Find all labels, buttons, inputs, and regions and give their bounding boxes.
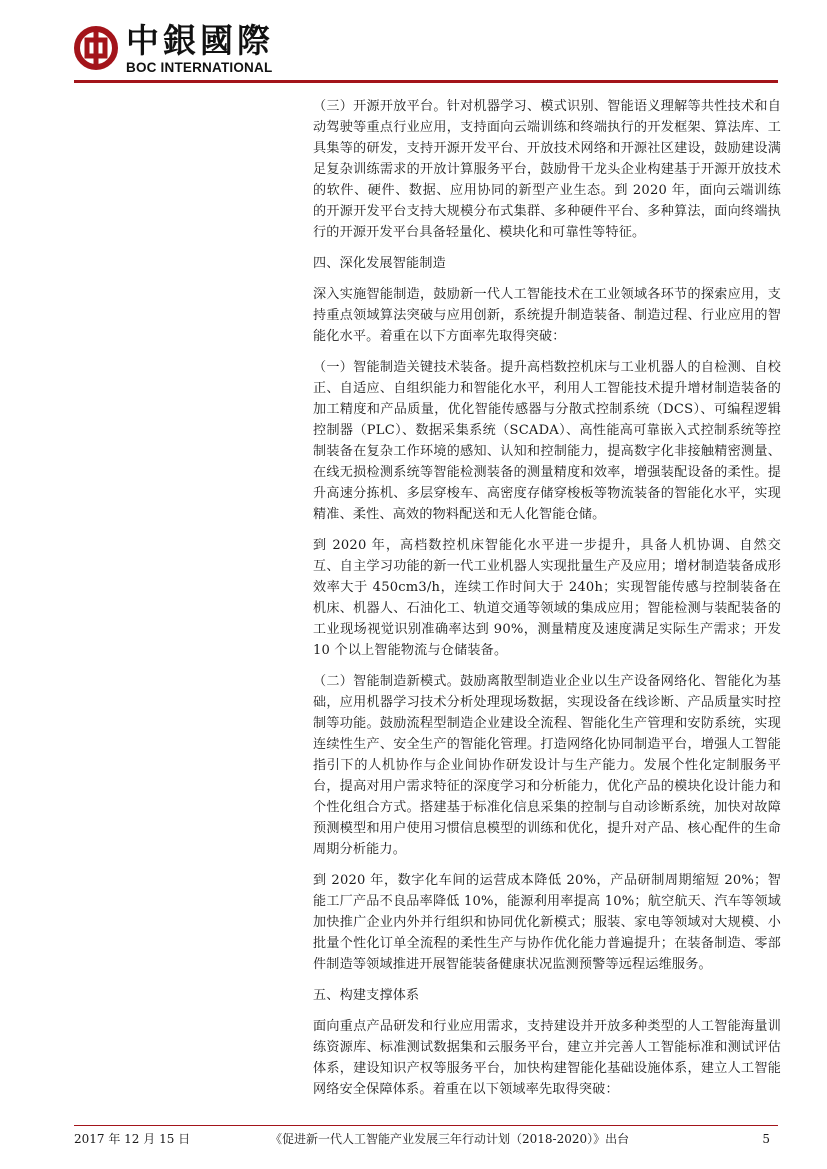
page-footer [74,1130,778,1148]
boc-logo-icon [74,26,118,70]
paragraph-smart-manufacturing-intro: 深入实施智能制造，鼓励新一代人工智能技术在工业领域各环节的探索应用，支持重点领域算法突破与应用创新，系统提升制造装备、制造过程、行业应用的智能化水平。着重在以下方面率先取得突破： [313,287,781,344]
logo-chinese-name: 中銀國際 [126,21,274,60]
page-header [74,20,314,80]
paragraph-support-system: 面向重点产品研发和行业应用需求，支持建设并开放多种类型的人工智能海量训练资源库、标准测试数据集和云服务平台，建立并完善人工智能标准和测试评估体系，建设知识产权等服务平台，加快构建智能化基础设施体系，建立人工智能网络安全保障体系。着重在以下领域率先取得突破： [313,1019,781,1097]
paragraph-new-models: （二）智能制造新模式。鼓励离散型制造业企业以生产设备网络化、智能化为基础，应用机器学习技术分析处理现场数据，实现设备在线诊断、产品质量实时控制等功能。鼓励流程型制造企业建设全流程、智能化生产管理和安防系统，实现连续性生产、安全生产的智能化管理。打造网络化协同制造平台，增强人工智能指引下的人机协作与企业间协作研发设计与生产能力。发展个性化定制服务平台，提高对用户需求特征的深度学习和分析能力，优化产品的模块化设计能力和个性化组合方式。搭建基于标准化信息采集的控制与自动诊断系统，加快对故障预测模型和用户使用习惯信息模型的训练和优化，提升对产品、核心配件的生命周期分析能力。 [313,674,781,857]
page-number: 5 [762,1132,770,1146]
section-heading-smart-manufacturing: 四、深化发展智能制造 [313,256,446,271]
paragraph-equipment-targets: 到 2020 年，高档数控机床智能化水平进一步提升，具备人机协调、自然交互、自主学习功能的新一代工业机器人实现批量生产及应用；增材制造装备成形效率大于 450cm3/h，连续工作时间大于 240h；实现智能传感与控制装备在机床、机器人、石油化工、轨道交通等领域的集成应用；智能检测与装配装备的工业现场视觉识别准确率达到 90%，测量精度及速度满足实际生产需求；开发 10 个以上智能物流与仓储装备。 [313,538,781,658]
paragraph-open-source-platform: （三）开源开放平台。针对机器学习、模式识别、智能语义理解等共性技术和自动驾驶等重点行业应用，支持面向云端训练和终端执行的开发框架、算法库、工具集等的研发，支持开源开发平台、开放技术网络和开源社区建设，鼓励建设满足复杂训练需求的开放计算服务平台，鼓励骨干龙头企业构建基于开源开放技术的软件、硬件、数据、应用协同的新型产业生态。到 2020 年，面向云端训练的开源开发平台支持大规模分布式集群、多种硬件平台、多种算法，面向终端执行的开源开发平台具备轻量化、模块化和可靠性等特征。 [313,99,781,240]
document-body [313,96,781,1110]
footer-divider [74,1125,778,1126]
paragraph-new-model-targets: 到 2020 年，数字化车间的运营成本降低 20%，产品研制周期缩短 20%；智能工厂产品不良品率降低 10%，能源利用率提高 10%；航空航天、汽车等领域加快推广企业内外并行组织和协同优化新模式；服装、家电等领域对大规模、小批量个性化订单全流程的柔性生产与协作优化能力普遍提升；在装备制造、零部件制造等领域推进开展智能装备健康状况监测预警等远程运维服务。 [313,873,781,972]
section-heading-support-system: 五、构建支撑体系 [313,988,420,1003]
header-divider [74,80,778,83]
logo-english-name: BOC INTERNATIONAL [126,60,273,75]
paragraph-key-equipment: （一）智能制造关键技术装备。提升高档数控机床与工业机器人的自检测、自校正、自适应、自组织能力和智能化水平，利用人工智能技术提升增材制造装备的加工精度和产品质量，优化智能传感器与分散式控制系统（DCS）、可编程逻辑控制器（PLC）、数据采集系统（SCADA）、高性能高可靠嵌入式控制系统等控制装备在复杂工作环境的感知、认知和控制能力，提高数字化非接触精密测量、在线无损检测系统等智能检测装备的测量精度和效率，增强装配设备的柔性。提升高速分拣机、多层穿梭车、高密度存储穿梭板等物流装备的智能化水平，实现精准、柔性、高效的物料配送和无人化智能仓储。 [313,360,781,522]
footer-date: 2017 年 12 月 15 日 [74,1132,191,1146]
footer-report-title: 《促进新一代人工智能产业发展三年行动计划（2018-2020）》出台 [270,1132,630,1146]
